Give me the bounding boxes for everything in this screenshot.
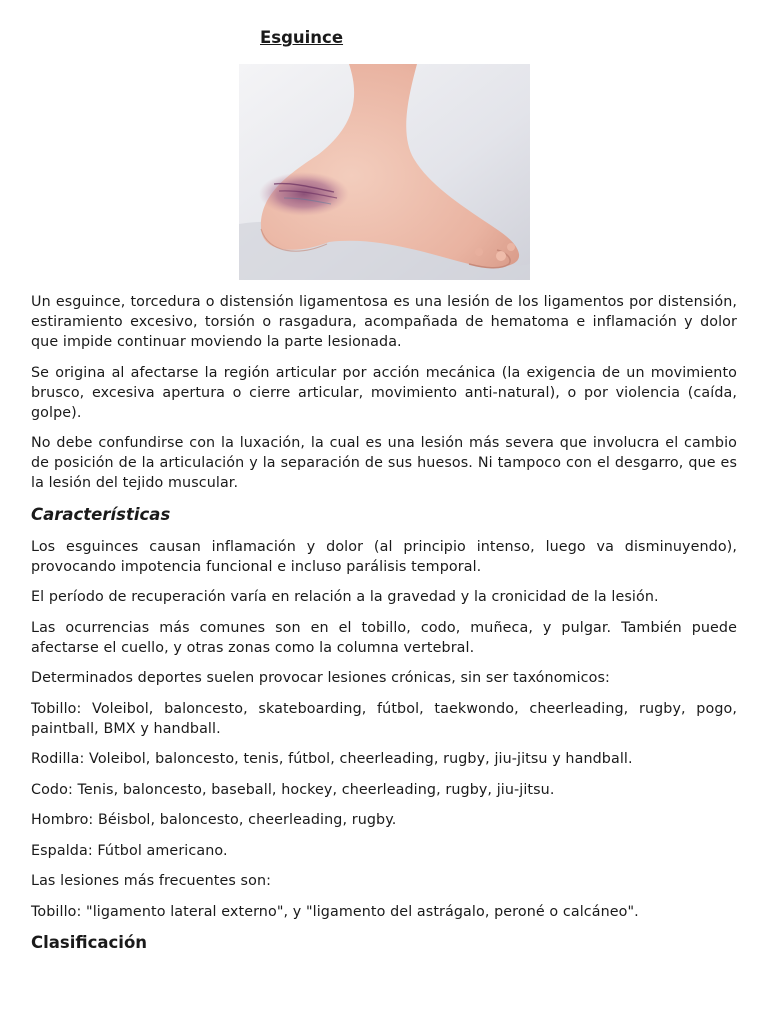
sprained-foot-photo: [239, 64, 530, 280]
section-paragraph: Las lesiones más frecuentes son:: [31, 873, 272, 889]
intro-paragraph: Un esguince, torcedura o distensión ligamentosa es una lesión de los ligamentos por distensión, estiramiento excesivo, torsión o rasgadura, acompañada de hematoma e inflamación y dolor que impide continuar moviendo la parte lesionada.: [31, 294, 737, 350]
section-paragraph: Codo: Tenis, baloncesto, baseball, hockey, cheerleading, rugby, jiu-jitsu.: [31, 781, 555, 798]
document-body: [31, 292, 737, 965]
section-paragraph: Los esguinces causan inflamación y dolor (al principio intenso, luego va disminuyendo), provocando impotencia funcional e incluso parálisis temporal.: [31, 538, 737, 575]
intro-paragraph: Se origina al afectarse la región articular por acción mecánica (la exigencia de un movimiento brusco, excesiva apertura o cierre articular, movimiento anti-natural), o por violencia (caída, golpe).: [31, 364, 737, 421]
intro-paragraph: No debe confundirse con la luxación, la cual es una lesión más severa que involucra el cambio de posición de la articulación y la separación de sus huesos. Ni tampoco con el desgarro, que es la lesión del tejido muscular.: [31, 435, 737, 491]
section-paragraph: Las ocurrencias más comunes son en el tobillo, codo, muñeca, y pulgar. También puede afectarse el cuello, y otras zonas como la columna vertebral.: [31, 619, 737, 656]
foot-illustration: [239, 64, 530, 280]
section-paragraph: El período de recuperación varía en relación a la gravedad y la cronicidad de la lesión.: [31, 589, 659, 605]
section-paragraph: Tobillo: Voleibol, baloncesto, skateboarding, fútbol, taekwondo, cheerleading, rugby, pogo, paintball, BMX y handball.: [31, 700, 737, 737]
section-paragraph: Hombro: Béisbol, baloncesto, cheerleading, rugby.: [31, 812, 397, 828]
section-paragraph: Rodilla: Voleibol, baloncesto, tenis, fútbol, cheerleading, rugby, jiu-jitsu y handball.: [31, 751, 633, 767]
section-heading-caracteristicas: Características: [31, 504, 171, 524]
section-paragraph: Tobillo: "ligamento lateral externo", y "ligamento del astrágalo, peroné o calcáneo".: [31, 903, 639, 920]
section-paragraph: Espalda: Fútbol americano.: [31, 842, 228, 859]
section-paragraph: Determinados deportes suelen provocar lesiones crónicas, sin ser taxónomicos:: [31, 670, 610, 686]
page-title: Esguince: [260, 28, 344, 47]
section-heading-clasificacion: Clasificación: [31, 933, 148, 952]
